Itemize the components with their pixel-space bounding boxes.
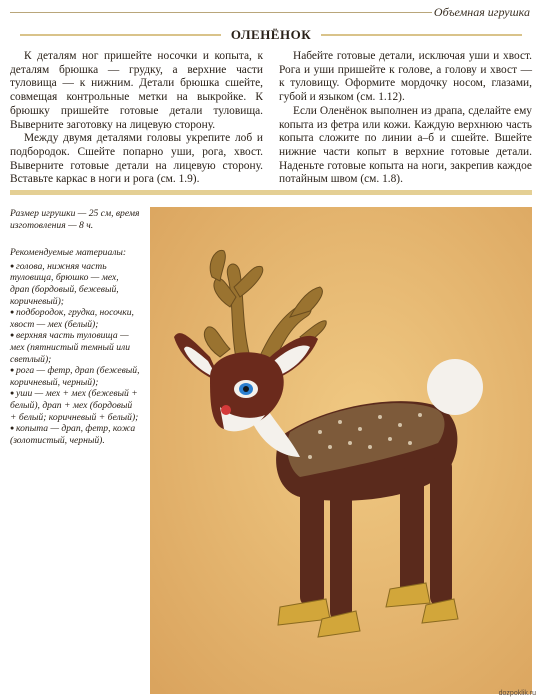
article-title: ОЛЕНЁНОК <box>230 27 312 42</box>
list-item: ● верхняя часть туловища — мех (пятнистый темный или светлый); <box>10 330 140 365</box>
watermark: dozpoklik.ru <box>498 690 536 697</box>
list-item: ● уши — мех + мех (бежевый + белый), драп + мех (бордовый + белый; коричневый + белый); <box>10 388 140 423</box>
list-item: ● рога — фетр, драп (бежевый, коричневый, черный); <box>10 365 140 388</box>
header-rule <box>10 12 432 13</box>
size-info: Размер игрушки — 25 см, время изготовления — 8 ч. <box>10 208 140 231</box>
paragraph: Набейте готовые детали, исключая уши и хвост. Рога и уши пришейте к голове, а голову и хвост — к туловищу. Оформите мордочку носом, глазами, губой и языком (см. 1.12). <box>279 50 532 104</box>
paragraph: Между двумя деталями головы укрепите лоб и подбородок. Сшейте попарно уши, рога, хвост. Выверните готовые детали на лицевую сторону. Вставьте каркас в ноги и рога (см. 1.9). <box>10 132 263 186</box>
list-item: ● голова, нижняя часть туловища, брюшко — мех, драп (бордовый, бежевый, коричневый); <box>10 261 140 307</box>
materials-sidebar <box>10 208 140 446</box>
paragraph: К деталям ног пришейте носочки и копыта, к деталям брюшка — грудку, а верхние части туловища — к нижним. Детали брюшка сшейте, совмещая контрольные метки на выкройке. К брюшку пришейте готовые детали туловища. Выверните заготовку на лицевую сторону. <box>10 50 263 131</box>
column-right <box>279 50 532 187</box>
running-head: Объемная игрушка <box>433 5 530 19</box>
text-columns <box>10 50 532 187</box>
paragraph: Если Оленёнок выполнен из драпа, сделайте ему копыта из фетра или кожи. Каждую верхнюю часть копыта сложите по линии а–б и сшейте. Вшейте нижние части копыт в верхние готовые детали. Наденьте готовые копыта на ноги, закрепив каждое потайным швом (см. 1.8). <box>279 104 532 186</box>
materials-list <box>10 261 140 447</box>
title-bar <box>10 25 532 45</box>
list-item: ● копыта — драп, фетр, кожа (золотистый, черный). <box>10 423 140 446</box>
separator-band <box>10 190 532 195</box>
fawn-toy-photo <box>150 207 532 694</box>
materials-heading: Рекомендуемые материалы: <box>10 247 127 259</box>
list-item: ● подбородок, грудка, носочки, хвост — мех (белый); <box>10 307 140 330</box>
fawn-illustration <box>150 207 532 694</box>
column-left <box>10 50 263 187</box>
